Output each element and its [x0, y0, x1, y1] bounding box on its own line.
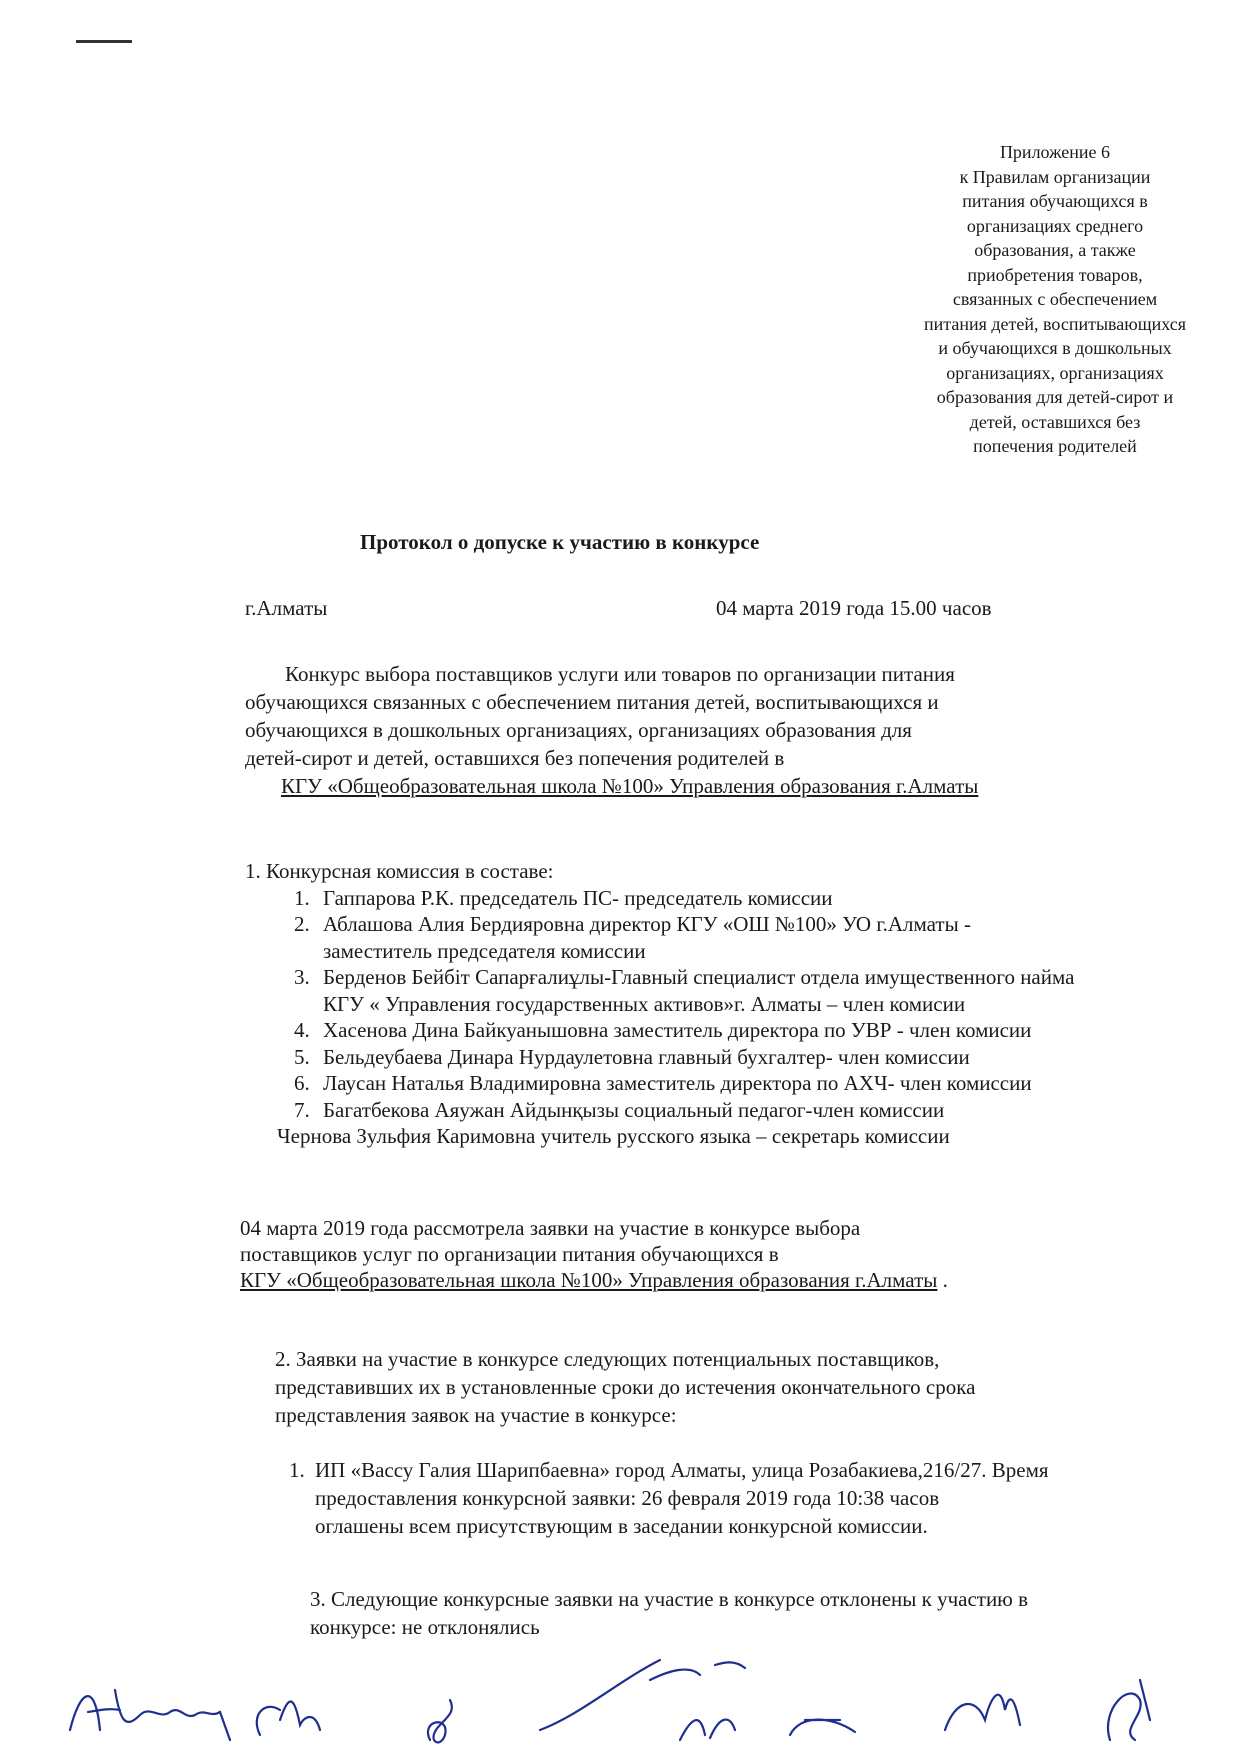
member-text-cont: КГУ « Управления государственных активов»г. Алматы – член комисии — [323, 991, 966, 1016]
section-2 — [275, 1345, 975, 1429]
signature-2 — [257, 1701, 320, 1735]
signature-3 — [428, 1700, 452, 1742]
intro-line: обучающихся связанных с обеспечением питания детей, воспитывающихся и — [245, 690, 939, 714]
document-title: Протокол о допуске к участию в конкурсе — [360, 530, 760, 554]
commission-list — [245, 885, 1225, 1124]
signature-1 — [70, 1690, 230, 1740]
member-text: Лаусан Наталья Владимировна заместитель директора по АХЧ- член комиссии — [323, 1071, 1032, 1095]
member-text: Аблашова Алия Бердияровна директор КГУ «ОШ №100» УО г.Алматы - — [323, 912, 971, 936]
section-2-line: представивших их в установленные сроки до истечения окончательного срока — [275, 1375, 976, 1399]
appendix-line: питания детей, воспитывающихся — [923, 313, 1186, 334]
appendix-line: организациях среднего — [966, 215, 1144, 236]
member-text: Гаппарова Р.К. председатель ПС- председатель комиссии — [323, 885, 833, 910]
period: . — [937, 1268, 948, 1292]
scan-mark — [76, 40, 132, 43]
list-item — [315, 964, 1225, 1017]
appendix-line: связанных с обеспечением — [952, 289, 1158, 309]
intro-line: обучающихся в дошкольных организациях, организациях образования для — [245, 718, 912, 742]
list-item — [315, 1070, 1225, 1097]
signature-4 — [540, 1660, 745, 1730]
date-time: 04 марта 2019 года 15.00 часов — [716, 596, 992, 620]
appendix-line: и обучающихся в дошкольных — [938, 338, 1172, 358]
appendix-line: образования для детей-сирот и — [936, 387, 1174, 407]
bid-text: ИП «Вассу Галия Шарипбаевна» город Алматы, улица Розабакиева,216/27. Время — [315, 1458, 1049, 1482]
appendix-note — [905, 140, 1205, 459]
signature-5 — [680, 1720, 735, 1740]
appendix-line: образования, а также — [974, 240, 1136, 260]
school-name: КГУ «Общеобразовательная школа №100» Управления образования г.Алматы — [240, 1268, 938, 1292]
section-2-line: 2. Заявки на участие в конкурсе следующих потенциальных поставщиков, — [275, 1347, 940, 1371]
signatures — [0, 1620, 1240, 1754]
review-paragraph — [240, 1215, 948, 1293]
bid-text-cont: предоставления конкурсной заявки: 26 февраля 2019 года 10:38 часов — [315, 1486, 940, 1510]
list-item — [310, 1456, 1049, 1540]
list-item — [315, 1097, 1225, 1124]
appendix-line: Приложение 6 — [999, 142, 1111, 162]
appendix-line: приобретения товаров, — [967, 264, 1143, 285]
appendix-line: к Правилам организации — [959, 166, 1151, 187]
member-text: Бельдеубаева Динара Нурдаулетовна главный бухгалтер- член комиссии — [323, 1044, 970, 1069]
intro-paragraph — [245, 660, 1145, 800]
member-text-cont: заместитель председателя комиссии — [323, 938, 646, 963]
member-text: Хасенова Дина Байкуанышовна заместитель директора по УВР - член комисии — [323, 1018, 1032, 1042]
section-2-line: представления заявок на участие в конкурсе: — [275, 1403, 677, 1427]
signature-7 — [945, 1695, 1020, 1730]
city: г.Алматы — [245, 596, 328, 620]
commission-section — [245, 858, 1225, 1150]
intro-line: Конкурс выбора поставщиков услуги или товаров по организации питания — [285, 662, 955, 686]
intro-line: детей-сирот и детей, оставшихся без попечения родителей в — [245, 746, 785, 770]
section-3-line: конкурсе: не отклонялись — [310, 1615, 540, 1639]
member-text: Багатбекова Аяужан Айдынқызы социальный педагог-член комиссии — [323, 1097, 945, 1122]
list-item — [315, 1017, 1225, 1044]
appendix-line: питания обучающихся в — [962, 191, 1148, 211]
school-name: КГУ «Общеобразовательная школа №100» Управления образования г.Алматы — [281, 774, 979, 798]
review-line: 04 марта 2019 года рассмотрела заявки на участие в конкурсе выбора — [240, 1216, 861, 1240]
commission-heading: 1. Конкурсная комиссия в составе: — [245, 859, 554, 883]
bid-text-cont: оглашены всем присутствующим в заседании конкурсной комиссии. — [315, 1514, 928, 1538]
signature-6 — [790, 1720, 855, 1735]
appendix-line: попечения родителей — [973, 436, 1137, 456]
section-3-line: 3. Следующие конкурсные заявки на участие в конкурсе отклонены к участию в — [310, 1587, 1029, 1611]
bid-list — [280, 1456, 1049, 1540]
member-text: Берденов Бейбіт Сапарғалиұлы-Главный специалист отдела имущественного найма — [323, 965, 1075, 989]
secretary-line: Чернова Зульфия Каримовна учитель русского языка – секретарь комиссии — [277, 1124, 950, 1148]
appendix-line: организациях, организациях — [946, 362, 1164, 383]
appendix-line: детей, оставшихся без — [969, 411, 1141, 432]
list-item — [315, 885, 1225, 912]
signature-8 — [1108, 1680, 1150, 1740]
review-line: поставщиков услуг по организации питания обучающихся в — [240, 1242, 779, 1266]
list-item — [315, 911, 1225, 964]
list-item — [315, 1044, 1225, 1071]
